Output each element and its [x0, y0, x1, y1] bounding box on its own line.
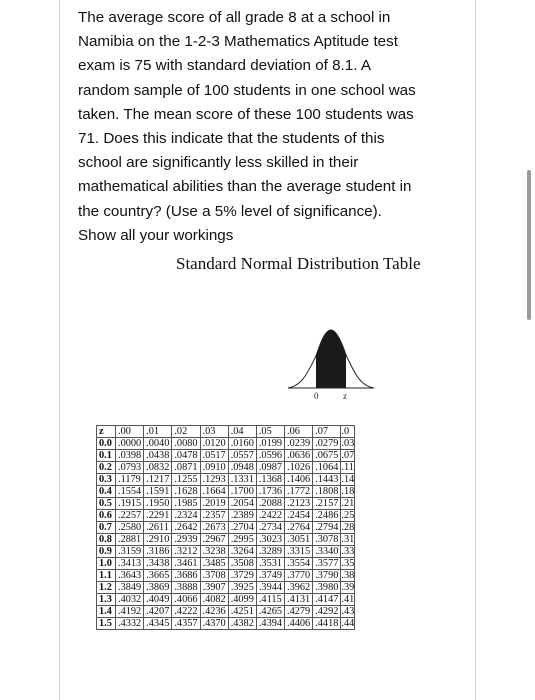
probability-cell: .31 — [341, 534, 355, 545]
probability-cell: .3186 — [144, 546, 172, 558]
probability-cell: .4332 — [116, 618, 144, 630]
probability-cell: .3980 — [313, 582, 341, 594]
probability-cell: .3051 — [285, 534, 313, 546]
probability-cell: .3770 — [285, 570, 313, 582]
probability-cell: .2357 — [200, 510, 228, 522]
probability-cell: .1772 — [285, 486, 313, 498]
probability-cell: .3925 — [228, 582, 256, 594]
probability-cell: .33 — [341, 546, 355, 557]
probability-cell: .4394 — [256, 618, 284, 630]
z-value-cell: 0.8 — [97, 534, 116, 546]
normal-curve-image — [286, 300, 376, 400]
probability-cell: .0675 — [313, 450, 341, 462]
question-line: school are significantly less skilled in their — [78, 154, 359, 172]
probability-cell: .2794 — [313, 522, 341, 534]
probability-cell: .3554 — [285, 558, 313, 570]
probability-cell: .1293 — [200, 474, 228, 486]
probability-cell: .07 — [341, 450, 355, 461]
probability-cell: .1554 — [116, 486, 144, 498]
probability-cell: .2995 — [228, 534, 256, 546]
z-value-cell: 1.5 — [97, 618, 116, 630]
probability-cell: .0596 — [256, 450, 284, 462]
probability-cell: .3888 — [172, 582, 200, 594]
probability-cell: .3340 — [313, 546, 341, 558]
column-header: .02 — [172, 426, 200, 438]
probability-cell: .0871 — [172, 462, 200, 474]
probability-cell: .1217 — [144, 474, 172, 486]
probability-cell: .0000 — [116, 438, 144, 450]
probability-cell: .2157 — [313, 498, 341, 510]
probability-cell: .0517 — [200, 450, 228, 462]
z-value-cell: 1.0 — [97, 558, 116, 570]
probability-cell: .2734 — [256, 522, 284, 534]
column-header: .04 — [228, 426, 256, 438]
probability-cell: .2939 — [172, 534, 200, 546]
probability-cell: .4370 — [200, 618, 228, 630]
probability-cell: .2389 — [228, 510, 256, 522]
probability-cell: .0832 — [144, 462, 172, 474]
question-line: The average score of all grade 8 at a school in — [78, 9, 391, 26]
table-row — [97, 474, 355, 486]
z-value-cell: 0.3 — [97, 474, 116, 486]
probability-cell: .2704 — [228, 522, 256, 534]
probability-cell: .2054 — [228, 498, 256, 510]
probability-cell: .3212 — [172, 546, 200, 558]
question-line: 71. Does this indicate that the students of this — [78, 130, 385, 148]
z-value-cell: 1.4 — [97, 606, 116, 618]
probability-cell: .0279 — [313, 438, 341, 450]
probability-cell: .4382 — [228, 618, 256, 630]
probability-cell: .2422 — [256, 510, 284, 522]
table-row — [97, 498, 355, 510]
probability-cell: .2324 — [172, 510, 200, 522]
question-line: the country? (Use a 5% level of significance). — [78, 202, 382, 220]
column-header: .07 — [313, 426, 341, 438]
probability-cell: .0910 — [200, 462, 228, 474]
probability-cell: .3159 — [116, 546, 144, 558]
question-line: Namibia on the 1-2-3 Mathematics Aptitude test — [78, 33, 398, 51]
probability-cell: .4066 — [172, 594, 200, 606]
table-row — [97, 450, 355, 462]
probability-cell: .1664 — [200, 486, 228, 498]
probability-cell: .0040 — [144, 438, 172, 450]
table-row — [97, 438, 355, 450]
table-title: Standard Normal Distribution Table — [176, 254, 421, 273]
probability-cell: .43 — [341, 606, 355, 617]
table-row — [97, 486, 355, 498]
table-row — [97, 546, 355, 558]
probability-cell: .1179 — [116, 474, 144, 486]
probability-cell: .2486 — [313, 510, 341, 522]
table-row — [97, 606, 355, 618]
question-text — [78, 6, 463, 248]
probability-cell: .4357 — [172, 618, 200, 630]
probability-cell: .3708 — [200, 570, 228, 582]
probability-cell: .0557 — [228, 450, 256, 462]
probability-cell: .0948 — [228, 462, 256, 474]
probability-cell: .1406 — [285, 474, 313, 486]
probability-cell: .3790 — [313, 570, 341, 582]
table-row — [97, 594, 355, 606]
probability-cell: .1591 — [144, 486, 172, 498]
probability-cell: .4345 — [144, 618, 172, 630]
column-header: .05 — [256, 426, 284, 438]
probability-cell: .4131 — [285, 594, 313, 606]
probability-cell: .3238 — [200, 546, 228, 558]
probability-cell: .2123 — [285, 498, 313, 510]
probability-cell: .21 — [341, 498, 355, 509]
z-column-header: z — [97, 426, 116, 438]
column-header: .00 — [116, 426, 144, 438]
table-row — [97, 558, 355, 570]
probability-cell: .03 — [341, 438, 355, 449]
z-value-cell: 0.7 — [97, 522, 116, 534]
probability-cell: .0793 — [116, 462, 144, 474]
probability-cell: .3023 — [256, 534, 284, 546]
probability-cell: .4082 — [200, 594, 228, 606]
table-row — [97, 462, 355, 474]
z-value-cell: 0.0 — [97, 438, 116, 450]
probability-cell: .1808 — [313, 486, 341, 498]
probability-cell: .0199 — [256, 438, 284, 450]
probability-cell: .3413 — [116, 558, 144, 570]
probability-cell: .0478 — [172, 450, 200, 462]
probability-cell: .1331 — [228, 474, 256, 486]
probability-cell: .3577 — [313, 558, 341, 570]
probability-cell: .1368 — [256, 474, 284, 486]
question-line: Show all your workings — [78, 226, 234, 244]
probability-cell: .3438 — [144, 558, 172, 570]
probability-cell: .4418 — [313, 618, 341, 630]
probability-cell: .4406 — [285, 618, 313, 630]
probability-cell: .4032 — [116, 594, 144, 606]
z-value-cell: 1.2 — [97, 582, 116, 594]
probability-cell: .4222 — [172, 606, 200, 618]
probability-cell: .4265 — [256, 606, 284, 618]
z-value-cell: 1.1 — [97, 570, 116, 582]
probability-cell: .0987 — [256, 462, 284, 474]
probability-cell: .1443 — [313, 474, 341, 486]
probability-cell: .4292 — [313, 606, 341, 618]
z-value-cell: 0.4 — [97, 486, 116, 498]
probability-cell: .11 — [341, 462, 354, 473]
probability-cell: .3869 — [144, 582, 172, 594]
column-header: .0 — [341, 426, 355, 438]
probability-cell: .4099 — [228, 594, 256, 606]
table-row — [97, 522, 355, 534]
shaded-area — [316, 330, 346, 388]
probability-cell: .2019 — [200, 498, 228, 510]
probability-cell: .2454 — [285, 510, 313, 522]
probability-cell: .2910 — [144, 534, 172, 546]
probability-cell: .2881 — [116, 534, 144, 546]
probability-cell: .3962 — [285, 582, 313, 594]
probability-cell: .4207 — [144, 606, 172, 618]
z-label: z — [343, 391, 347, 400]
probability-cell: .2580 — [116, 522, 144, 534]
table-row — [97, 618, 355, 630]
probability-cell: .44 — [341, 618, 355, 629]
probability-cell: .1026 — [285, 462, 313, 474]
probability-cell: .1064 — [313, 462, 341, 474]
probability-cell: .3289 — [256, 546, 284, 558]
probability-cell: .25 — [341, 510, 355, 521]
probability-cell: .38 — [341, 570, 355, 581]
probability-cell: .4049 — [144, 594, 172, 606]
probability-cell: .3643 — [116, 570, 144, 582]
probability-cell: .3665 — [144, 570, 172, 582]
probability-cell: .1628 — [172, 486, 200, 498]
z-value-cell: 1.3 — [97, 594, 116, 606]
probability-cell: .1915 — [116, 498, 144, 510]
probability-cell: .0636 — [285, 450, 313, 462]
column-header: .06 — [285, 426, 313, 438]
probability-cell: .0160 — [228, 438, 256, 450]
probability-cell: .3315 — [285, 546, 313, 558]
z-value-cell: 0.5 — [97, 498, 116, 510]
column-header: .01 — [144, 426, 172, 438]
column-header: .03 — [200, 426, 228, 438]
probability-cell: .3729 — [228, 570, 256, 582]
probability-cell: .2967 — [200, 534, 228, 546]
probability-cell: .0239 — [285, 438, 313, 450]
probability-cell: .2764 — [285, 522, 313, 534]
probability-cell: .3078 — [313, 534, 341, 546]
table-row — [97, 582, 355, 594]
probability-cell: .3686 — [172, 570, 200, 582]
probability-cell: .39 — [341, 582, 355, 593]
probability-cell: .3907 — [200, 582, 228, 594]
probability-cell: .2291 — [144, 510, 172, 522]
question-line: mathematical abilities than the average student in — [78, 178, 412, 196]
probability-cell: .1736 — [256, 486, 284, 498]
z-value-cell: 0.1 — [97, 450, 116, 462]
table-row — [97, 510, 355, 522]
probability-cell: .0438 — [144, 450, 172, 462]
probability-cell: .18 — [341, 486, 355, 497]
probability-cell: .3264 — [228, 546, 256, 558]
probability-cell: .4236 — [200, 606, 228, 618]
probability-cell: .14 — [341, 474, 355, 485]
probability-cell: .1950 — [144, 498, 172, 510]
probability-cell: .3944 — [256, 582, 284, 594]
z-value-cell: 0.9 — [97, 546, 116, 558]
probability-cell: .4115 — [256, 594, 284, 606]
table-header-row — [97, 426, 355, 438]
probability-cell: .1255 — [172, 474, 200, 486]
probability-cell: .0120 — [200, 438, 228, 450]
probability-cell: .0398 — [116, 450, 144, 462]
probability-cell: .3485 — [200, 558, 228, 570]
probability-cell: .4279 — [285, 606, 313, 618]
question-line: random sample of 100 students in one school was — [78, 81, 416, 99]
probability-cell: .2611 — [144, 522, 172, 534]
probability-cell: .35 — [341, 558, 355, 569]
probability-cell: .2642 — [172, 522, 200, 534]
probability-cell: .3508 — [228, 558, 256, 570]
question-line: taken. The mean score of these 100 students was — [78, 105, 414, 123]
table-row — [97, 534, 355, 546]
probability-cell: .2088 — [256, 498, 284, 510]
probability-cell: .4251 — [228, 606, 256, 618]
probability-cell: .28 — [341, 522, 355, 533]
table-row — [97, 570, 355, 582]
probability-cell: .2673 — [200, 522, 228, 534]
probability-cell: .2257 — [116, 510, 144, 522]
probability-cell: .3461 — [172, 558, 200, 570]
probability-cell: .3531 — [256, 558, 284, 570]
probability-cell: .4192 — [116, 606, 144, 618]
vertical-scrollbar[interactable] — [527, 170, 531, 320]
probability-cell: .3849 — [116, 582, 144, 594]
probability-cell: .1700 — [228, 486, 256, 498]
probability-cell: .41 — [341, 594, 355, 605]
probability-cell: .0080 — [172, 438, 200, 450]
question-line: exam is 75 with standard deviation of 8.1. A — [78, 57, 371, 75]
z-value-cell: 0.6 — [97, 510, 116, 522]
z-value-cell: 0.2 — [97, 462, 116, 474]
probability-cell: .3749 — [256, 570, 284, 582]
probability-cell: .4147 — [313, 594, 341, 606]
probability-cell: .1985 — [172, 498, 200, 510]
zero-label: 0 — [314, 391, 319, 400]
z-table — [96, 425, 355, 630]
